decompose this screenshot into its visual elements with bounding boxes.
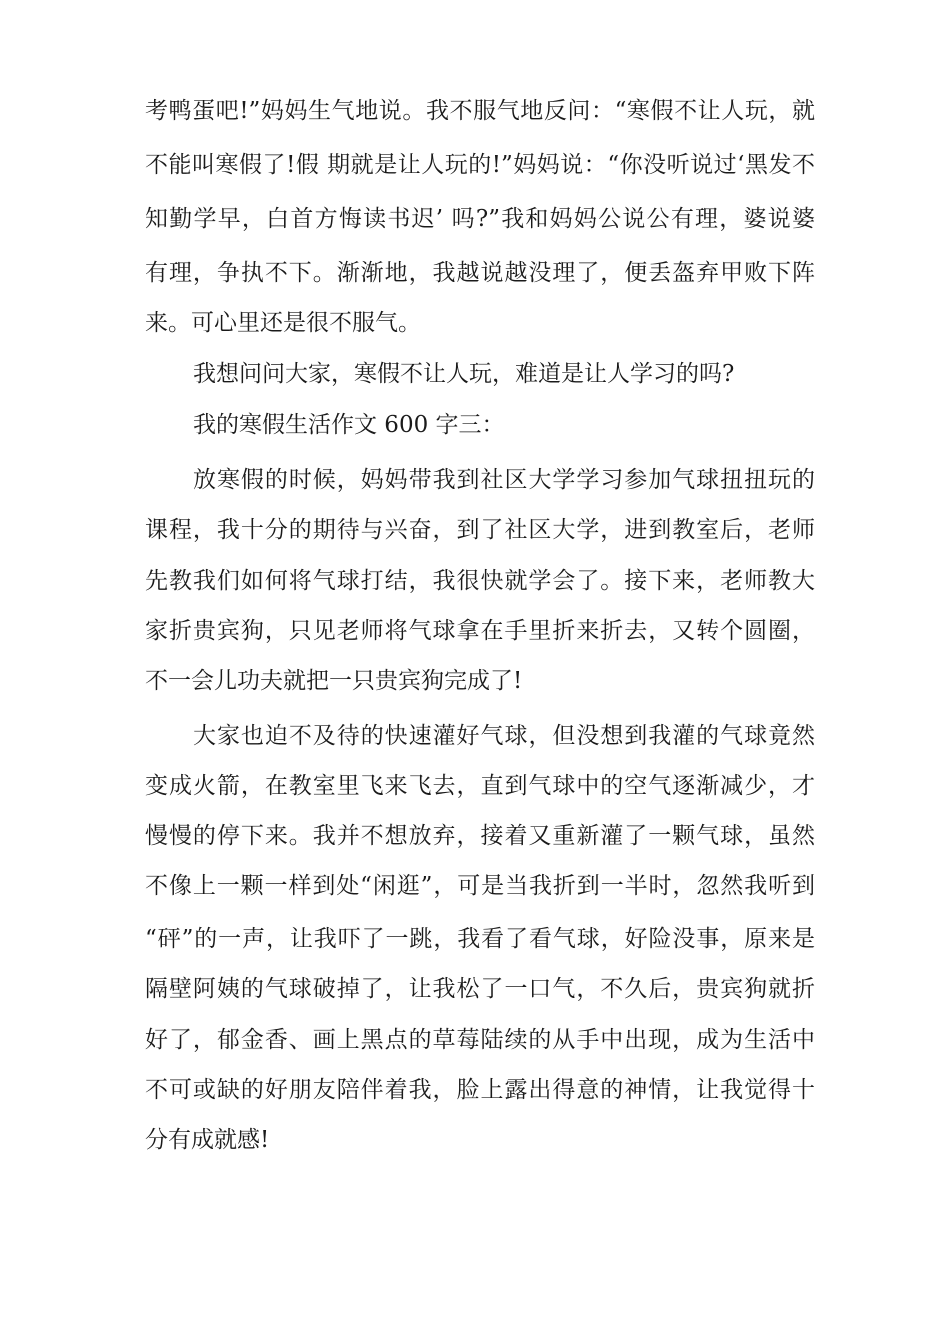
text-line: 好了，郁金香、画上黑点的草莓陆续的从手中出现，成为生活中 (145, 1027, 815, 1053)
text-line: 分有成就感! (145, 1127, 270, 1153)
text-line: 变成火箭，在教室里飞来飞去，直到气球中的空气逐渐减少，才 (145, 773, 815, 799)
text-line: 不像上一颗一样到处“闲逛”，可是当我折到一半时，忽然我听到 (145, 873, 815, 899)
text-line: 考鸭蛋吧!”妈妈生气地说。我不服气地反问：“寒假不让人玩，就 (145, 98, 815, 124)
text-line: 家折贵宾狗，只见老师将气球拿在手里折来折去，又转个圆圈， (145, 618, 815, 644)
text-line: 不能叫寒假了!假 期就是让人玩的!”妈妈说：“你没听说过‘黑发不 (145, 152, 815, 178)
text-line: 知勤学早，白首方悔读书迟’ 吗?”我和妈妈公说公有理，婆说婆 (145, 206, 815, 232)
text-line: “砰”的一声，让我吓了一跳，我看了看气球，好险没事，原来是 (145, 926, 815, 952)
text-line: 我想问问大家，寒假不让人玩，难道是让人学习的吗? (193, 361, 735, 387)
text-line: 先教我们如何将气球打结，我很快就学会了。接下来，老师教大 (145, 568, 815, 594)
text-line: 隔壁阿姨的气球破掉了，让我松了一口气，不久后，贵宾狗就折 (145, 976, 815, 1002)
section-heading: 我的寒假生活作文 600 字三： (193, 412, 505, 438)
text-line: 不可或缺的好朋友陪伴着我，脸上露出得意的神情，让我觉得十 (145, 1077, 815, 1103)
text-line: 课程，我十分的期待与兴奋，到了社区大学，进到教室后，老师 (145, 517, 815, 543)
text-line: 有理，争执不下。渐渐地，我越说越没理了，便丢盔弃甲败下阵 (145, 260, 815, 286)
text-line: 大家也迫不及待的快速灌好气球，但没想到我灌的气球竟然 (193, 723, 815, 749)
text-line: 来。可心里还是很不服气。 (145, 310, 421, 336)
text-line: 放寒假的时候，妈妈带我到社区大学学习参加气球扭扭玩的 (193, 467, 815, 493)
text-line: 慢慢的停下来。我并不想放弃，接着又重新灌了一颗气球，虽然 (145, 823, 815, 849)
text-line: 不一会儿功夫就把一只贵宾狗完成了! (145, 668, 523, 694)
